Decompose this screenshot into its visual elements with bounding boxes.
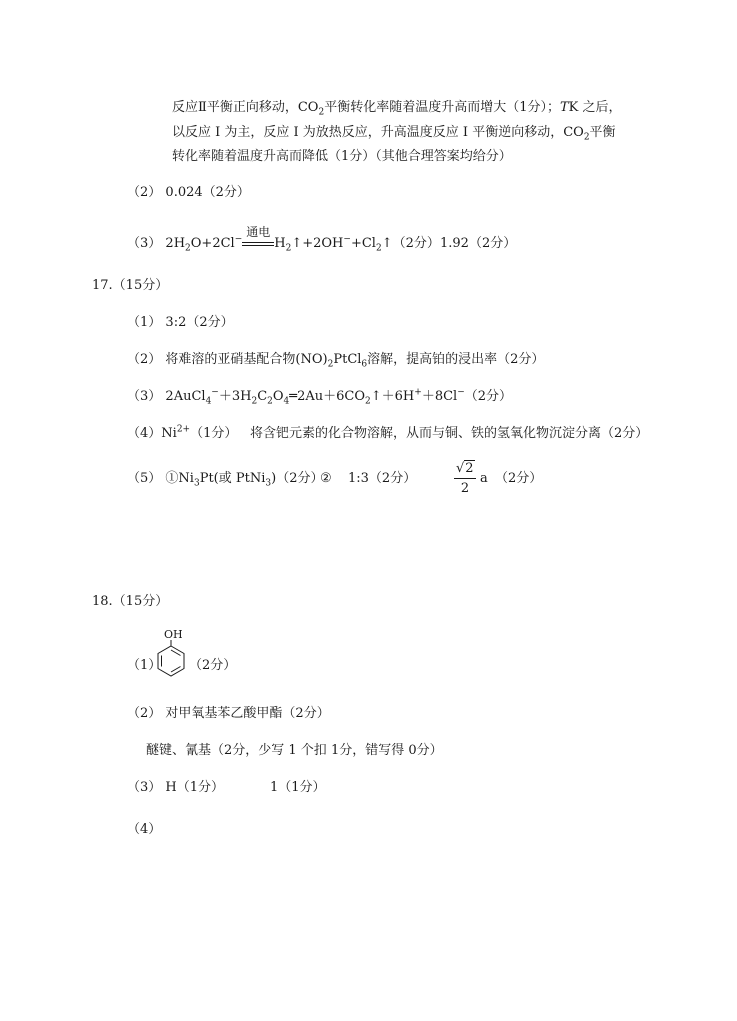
answer-text: 1.92（2分） (440, 236, 517, 251)
part-number: （2） (127, 185, 162, 200)
answer-text: 醚键、氰基（2分，少写 1 个扣 1分，错写得 0分） (146, 743, 443, 758)
part-number: （3） (127, 236, 162, 251)
answer-text: Pt(或 PtNi (199, 471, 266, 486)
answer-text: 将难溶的亚硝基配合物(NO) (165, 352, 328, 367)
q16-line2-text-b: 平衡 (589, 125, 616, 140)
answer-text: 0.024（2分） (165, 185, 250, 200)
answer-text: （1分） (190, 426, 238, 441)
eq-text: ═2Au＋6CO (289, 389, 366, 404)
q17-part4-b (250, 427, 648, 440)
answer-text: 对甲氧基苯乙酸甲酯（2分） (165, 706, 330, 721)
answer-text: 溶解，提高铂的浸出率（2分） (367, 352, 545, 367)
part-number: （3） (127, 780, 162, 795)
phenol-structure-icon (155, 640, 189, 682)
eq-text: O+2Cl (190, 236, 235, 251)
lattice-param: a (480, 471, 488, 486)
sub-part-marker: ② (320, 471, 332, 486)
answer-text: ①Ni (165, 471, 194, 486)
answer-text: Ni (161, 426, 177, 441)
sqrt-radical: √2 (456, 461, 474, 476)
question-header: 18.（15分） (92, 594, 169, 609)
q16-line1-text-a: 反应Ⅱ平衡正向移动，CO (172, 100, 319, 115)
eq-text: C (257, 389, 268, 404)
q16-line3-text: 转化率随着温度升高而降低（1分）（其他合理答案均给分） (172, 149, 512, 164)
eq-superscript: − (343, 234, 351, 245)
q16-part3-answer2 (440, 237, 516, 250)
q17-header (92, 279, 168, 292)
q16-line1 (172, 100, 622, 118)
answer-text: PtCl (333, 352, 362, 367)
co2-subscript: 2 (318, 107, 325, 118)
question-header: 17.（15分） (92, 278, 169, 293)
answer-text: )（2分） (271, 471, 324, 486)
q18-part1-score (189, 659, 236, 672)
eq-text: +Cl (350, 236, 376, 251)
eq-subscript: 4 (283, 396, 290, 407)
q16-part2 (127, 186, 250, 199)
q17-part5-ratio (348, 472, 416, 485)
part-number: （4） (127, 822, 162, 837)
oh-group-label: OH (164, 628, 183, 641)
q17-part5-circle2 (320, 472, 332, 485)
eq-superscript: − (211, 387, 219, 398)
formula-subscript: 6 (361, 359, 368, 370)
eq-text: O (272, 389, 284, 404)
q16-line1-text-b: 平衡转化率随着温度升高而增大（1分）； (324, 100, 560, 115)
q17-part3 (127, 387, 513, 407)
q16-line1-text-c: K 之后， (568, 100, 622, 115)
part-number: （2） (127, 706, 162, 721)
q18-part3-b (270, 781, 326, 794)
answer-text: 1（1分） (270, 780, 326, 795)
part-number: （1） (127, 315, 162, 330)
eq-text: ↑＋6H (370, 389, 415, 404)
q17-part1 (127, 316, 234, 329)
eq-subscript: 2 (375, 243, 382, 254)
q16-line2 (172, 125, 616, 143)
electrolysis-equation (165, 225, 440, 254)
eq-subscript: 2 (267, 396, 273, 407)
radicand: 2 (465, 461, 474, 476)
ion-charge: 2+ (176, 424, 191, 435)
q17-part5 (127, 471, 324, 489)
fraction-denominator: 2 (460, 481, 470, 496)
part-number: （4） (127, 426, 162, 441)
q17-part5-var (480, 472, 488, 485)
eq-text: ↑（2分） (381, 236, 440, 251)
eq-superscript: − (234, 234, 243, 245)
eq-subscript: 4 (205, 396, 212, 407)
answer-text: 将含钯元素的化合物溶解，从而与铜、铁的氢氧化物沉淀分离（2分） (250, 426, 649, 441)
eq-text: H (274, 236, 286, 251)
q18-part4 (127, 823, 161, 836)
formula-subscript: 3 (265, 478, 272, 489)
eq-text: ＋8Cl (421, 389, 458, 404)
eq-text: ↑+2OH (291, 236, 344, 251)
eq-superscript: + (414, 387, 422, 398)
q16-part3 (127, 225, 440, 254)
eq-subscript: 2 (251, 396, 258, 407)
answer-text: 1:3（2分） (348, 471, 417, 486)
q17-part4 (127, 424, 238, 441)
reaction-condition-arrow (242, 225, 274, 250)
condition-label: 通电 (246, 225, 271, 239)
eq-text: ＋3H (218, 389, 252, 404)
sqrt2-over-2-fraction (454, 461, 476, 496)
eq-text: 2AuCl (165, 389, 206, 404)
part-number: （3） (127, 389, 162, 404)
fraction-numerator (454, 461, 476, 479)
answer-text: 3:2（2分） (165, 315, 234, 330)
co2-subscript: 2 (583, 132, 590, 143)
q18-part2 (127, 707, 330, 720)
temperature-symbol: T (559, 100, 569, 115)
eq-subscript: 2 (365, 396, 371, 407)
formula-subscript: 2 (327, 359, 334, 370)
q18-part3 (127, 781, 224, 794)
answer-text: （2分） (495, 471, 543, 486)
eq-superscript: − (457, 387, 465, 398)
part-number: （5） (127, 471, 162, 486)
answer-text: （2分） (189, 658, 237, 673)
part-number: （2） (127, 352, 162, 367)
eq-text: 2H (165, 236, 186, 251)
q17-part2 (127, 352, 545, 370)
q16-line3 (172, 150, 512, 163)
eq-subscript: 2 (285, 243, 292, 254)
formula-subscript: 3 (193, 478, 200, 489)
q18-header (92, 595, 168, 608)
q16-line2-text-a: 以反应 I 为主，反应 I 为放热反应，升高温度反应 I 平衡逆向移动，CO (172, 125, 584, 140)
equals-bar (242, 242, 274, 246)
answer-text: H（1分） (165, 780, 225, 795)
reduction-equation (165, 387, 513, 407)
eq-subscript: 2 (185, 243, 191, 254)
q18-part2-line2 (146, 744, 443, 757)
phenol-oh-label (164, 629, 183, 640)
q17-part5-score (495, 472, 542, 485)
eq-text: （2分） (464, 389, 513, 404)
part-number: （1） (127, 658, 162, 673)
